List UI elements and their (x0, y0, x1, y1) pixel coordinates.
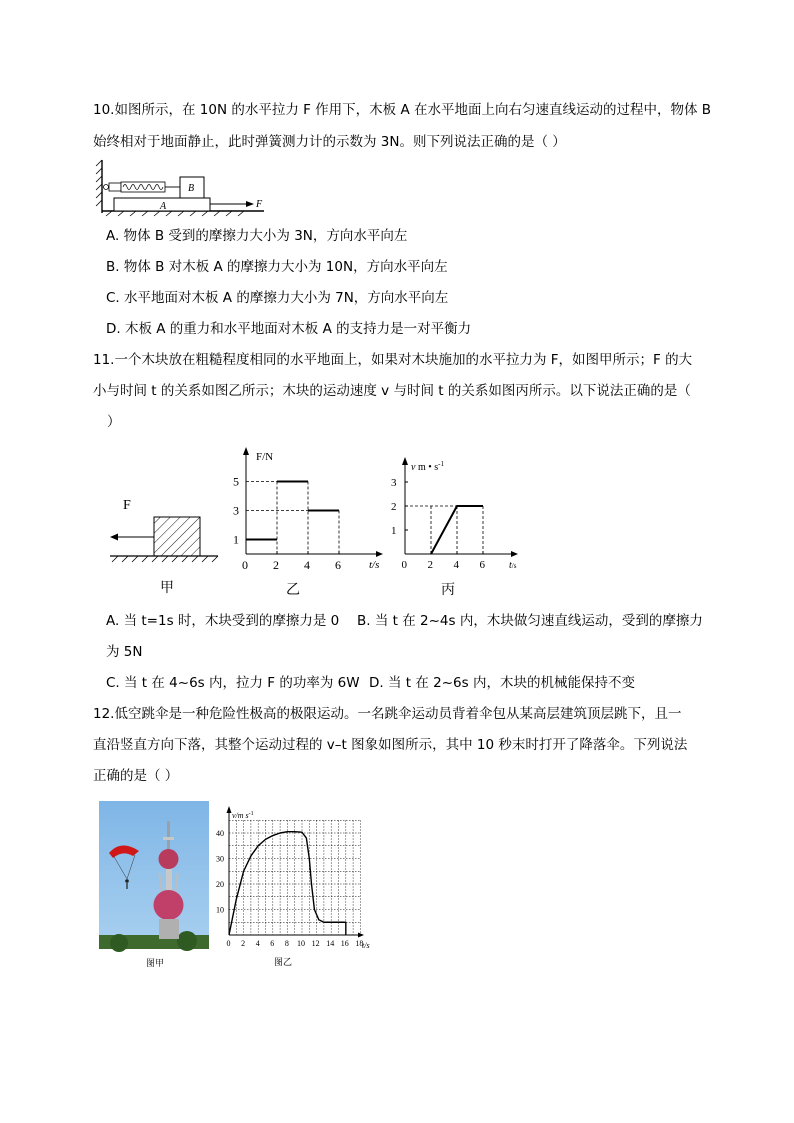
q12-vt-chart (212, 801, 388, 973)
bing-y-axis-label: v m • $s^{-1}$ (411, 460, 444, 473)
yi-x-tick-0: 0 (242, 558, 248, 572)
caption-jia: 甲 (160, 581, 174, 596)
bing-x-tick-4: 4 (453, 559, 459, 571)
q10-option-A: A. 物体 B 受到的摩擦力大小为 3N，方向水平向左 (106, 228, 408, 244)
caption-yi: 乙 (286, 583, 300, 598)
skydiver-icon (125, 879, 129, 883)
q10-figure (96, 160, 276, 216)
q11-stem-line-2: 小与时间 t 的关系如图乙所示；木块的运动速度 v 与时间 t 的关系如图丙所示。以下说法正确的是（ (93, 383, 691, 399)
bing-x-tick-0: 0 (401, 559, 407, 571)
q12-x-tick-10: 10 (297, 939, 305, 948)
q12-y-tick-30: 30 (216, 854, 224, 864)
q10-stem-line-2: 始终相对于地面静止，此时弹簧测力计的示数为 3N。则下列说法正确的是（ ） (93, 134, 566, 150)
bing-x-tick-6: 6 (479, 559, 485, 571)
bing-y-tick-2: 2 (391, 501, 397, 513)
yi-x-axis-label: t/s (369, 559, 380, 571)
q12-stem-line-1: 12.低空跳伞是一种危险性极高的极限运动。一名跳伞运动员背着伞包从某高层建筑顶层跳下，且一 (93, 706, 682, 722)
label-F-jia: F (123, 498, 131, 513)
q11-stem-line-1: 11.一个木块放在粗糙程度相同的水平地面上，如果对木块施加的水平拉力为 F，如图甲所示；F 的大 (93, 352, 693, 368)
q12-stem-line-2: 直沿竖直方向下落，其整个运动过程的 v–t 图象如图所示，其中 10 秒末时打开了降落伞。下列说法 (93, 737, 688, 753)
q12-photo (99, 801, 209, 971)
q12-x-tick-0: 0 (226, 939, 231, 948)
q12-x-axis-label: t/s (362, 941, 370, 950)
q11-stem-line-3: ） (107, 414, 121, 430)
label-B: B (188, 183, 195, 194)
q11-option-D: D. 当 t 在 2~6s 内，木块的机械能保持不变 (369, 675, 635, 691)
q12-x-tick-14: 14 (326, 939, 335, 948)
q10-option-C: C. 水平地面对木板 A 的摩擦力大小为 7N，方向水平向左 (106, 290, 449, 306)
q12-x-tick-12: 12 (311, 939, 320, 948)
caption-bing: 丙 (441, 583, 455, 598)
q11-option-B: B. 当 t 在 2~4s 内，木块做匀速直线运动，受到的摩擦力 (357, 613, 703, 629)
tower-lower-sphere (154, 890, 184, 920)
q12-x-tick-2: 2 (241, 939, 246, 948)
q11-option-A: A. 当 t=1s 时，木块受到的摩擦力是 0 (106, 613, 340, 629)
bing-y-tick-1: 1 (391, 525, 397, 537)
q12-x-tick-16: 16 (340, 939, 349, 948)
yi-y-tick-1: 1 (233, 532, 239, 547)
bing-x-tick-2: 2 (427, 559, 433, 571)
q12-y-axis-label: v/m $s^{-1}$ (232, 811, 254, 820)
q10-stem-line-1: 10.如图所示，在 10N 的水平拉力 F 作用下，木板 A 在水平地面上向右匀速直线运动的过程中，物体 B (93, 102, 712, 118)
q12-x-tick-6: 6 (270, 939, 275, 948)
q11-fig-yi-chart (226, 444, 392, 602)
yi-x-tick-2: 2 (273, 558, 279, 572)
q12-x-tick-4: 4 (255, 939, 260, 948)
caption-photo: 图甲 (146, 958, 165, 968)
q12-x-tick-8: 8 (284, 939, 289, 948)
q11-option-B-cont: 为 5N (106, 644, 143, 660)
label-F: F (256, 199, 263, 210)
tower-upper-sphere (159, 849, 179, 869)
bing-y-tick-3: 3 (391, 477, 397, 489)
q12-y-tick-40: 40 (216, 829, 224, 838)
q11-fig-jia (100, 488, 220, 598)
yi-y-tick-5: 5 (233, 474, 239, 489)
yi-y-axis-label: F/N (256, 451, 274, 463)
q10-option-D: D. 木板 A 的重力和水平地面对木板 A 的支持力是一对平衡力 (106, 321, 472, 337)
q11-fig-bing-chart (391, 452, 535, 602)
q12-y-tick-10: 10 (216, 905, 224, 915)
q12-x-tick-18: 18 (355, 939, 364, 948)
q12-y-tick-20: 20 (216, 880, 224, 889)
yi-y-tick-3: 3 (233, 503, 239, 518)
q11-option-C: C. 当 t 在 4~6s 内，拉力 F 的功率为 6W (106, 675, 360, 691)
q12-stem-line-3: 正确的是（ ） (93, 768, 179, 784)
bing-x-axis-label: t/s (509, 560, 517, 571)
label-A: A (160, 201, 167, 212)
caption-graph: 图乙 (274, 957, 293, 967)
wood-block (154, 517, 200, 556)
q10-option-B: B. 物体 B 对木板 A 的摩擦力大小为 10N，方向水平向左 (106, 259, 448, 275)
yi-x-tick-4: 4 (304, 558, 310, 572)
yi-x-tick-6: 6 (335, 558, 341, 572)
